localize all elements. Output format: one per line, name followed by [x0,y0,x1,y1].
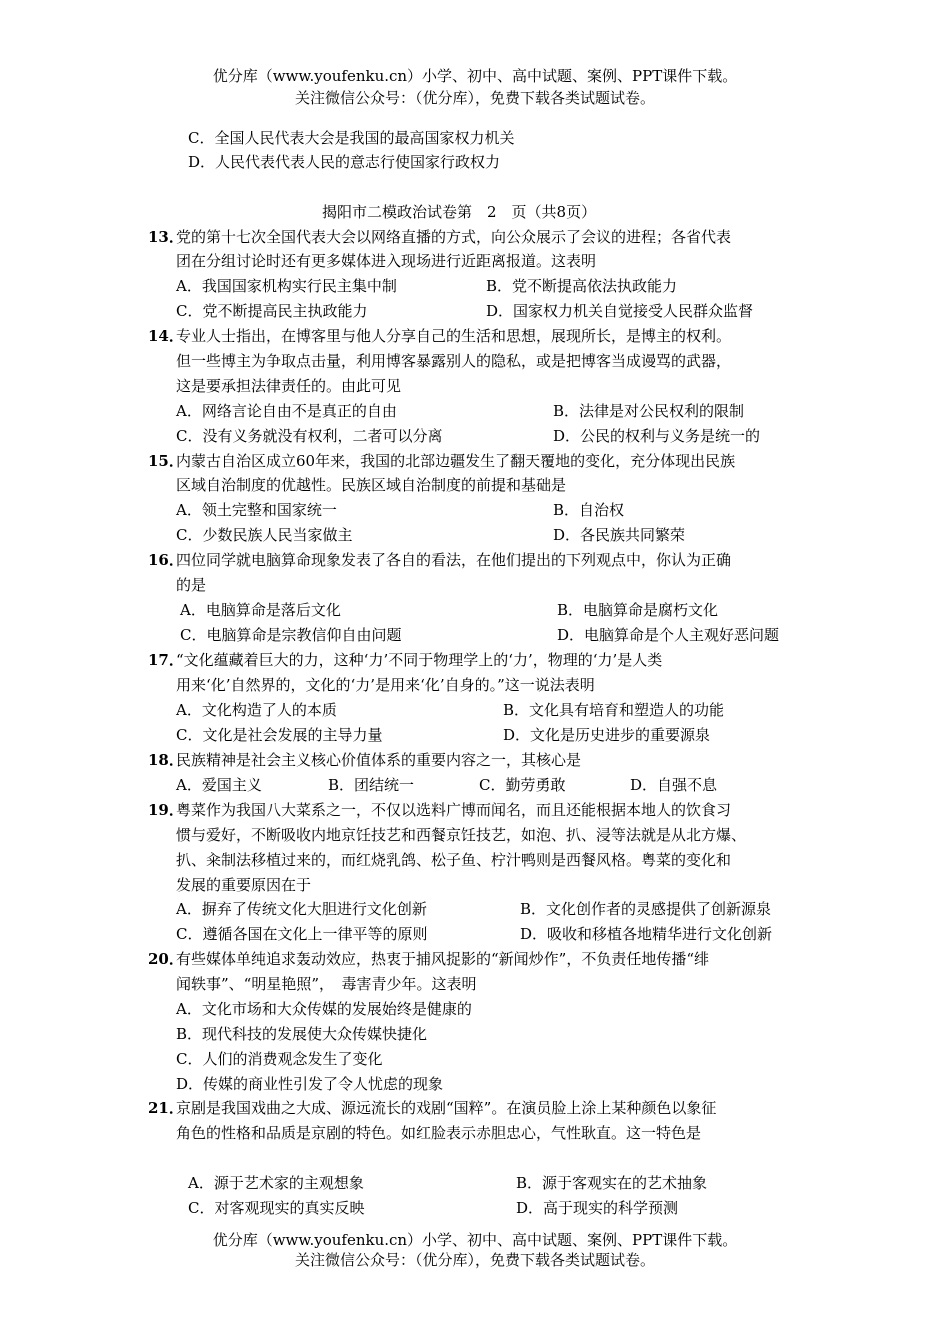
question-text: 四位同学就电脑算命现象发表了各自的看法，在他们提出的下列观点中，你认为正确 [176,551,732,569]
question-text: 京剧是我国戏曲之大成、源远流长的戏剧“国粹”。在演员脸上涂上某种颜色以象征 [176,1099,717,1117]
option-a: A．我国国家机构实行民主集中制 [176,277,397,295]
option-c: C．遵循各国在文化上一律平等的原则 [176,925,428,943]
question-number: 18． [148,751,184,769]
option-c: C．人们的消费观念发生了变化 [176,1050,383,1068]
question-text: 区域自治制度的优越性。民族区域自治制度的前提和基础是 [176,476,567,494]
prev-option-d: D．人民代表代表人民的意志行使国家行政权力 [188,153,501,171]
question-number: 13． [148,228,184,246]
question-text: 闻轶事”、“明星艳照”， 毒害青少年。这表明 [176,975,477,993]
question-text: 内蒙古自治区成立60年来，我国的北部边疆发生了翻天覆地的变化，充分体现出民族 [176,452,736,470]
option-b: B．团结统一 [328,776,415,794]
option-d: D．传媒的商业性引发了令人忧虑的现象 [176,1075,444,1093]
question-text: 但一些博主为争取点击量，利用博客暴露别人的隐私，或是把博客当成谩骂的武器， [176,352,732,370]
question-text: 发展的重要原因在于 [176,876,312,894]
question-number: 14． [148,327,184,345]
option-d: D．国家权力机关自觉接受人民群众监督 [486,302,754,320]
prev-option-c: C．全国人民代表大会是我国的最高国家权力机关 [188,129,515,147]
option-d: D．各民族共同繁荣 [553,526,686,544]
question-text: 党的第十七次全国代表大会以网络直播的方式，向公众展示了会议的进程；各省代表 [176,228,732,246]
header-line-1: 优分库（www.youfenku.cn）小学、初中、高中试题、案例、PPT课件下载。 [212,67,738,85]
question-text: “文化蕴藏着巨大的力，这种‘力’不同于物理学上的‘力’，物理的‘力’是人类 [176,651,663,669]
option-d: D．公民的权利与义务是统一的 [553,427,761,445]
option-c: C．没有义务就没有权利，二者可以分离 [176,427,443,445]
question-text: 粤菜作为我国八大菜系之一，不仅以选料广博而闻名，而且还能根据本地人的饮食习 [176,801,732,819]
question-text: 用来‘化’自然界的，文化的‘力’是用来‘化’自身的。”这一说法表明 [176,676,595,694]
question-text: 团在分组讨论时还有更多媒体进入现场进行近距离报道。这表明 [176,252,597,270]
question-text: 惯与爱好，不断吸收内地京饪技艺和西餐京饪技艺，如泡、扒、浸等法就是从北方爆、 [176,826,747,844]
question-number: 16． [148,551,184,569]
option-c: C．对客观现实的真实反映 [188,1199,365,1217]
question-number: 20． [148,950,184,968]
option-b: B．党不断提高依法执政能力 [486,277,678,295]
header-line-2: 关注微信公众号：（优分库），免费下载各类试题试卷。 [294,89,655,107]
question-text: 专业人士指出，在博客里与他人分享自己的生活和思想，展现所长，是博主的权利。 [176,327,732,345]
option-d: D．吸收和移植各地精华进行文化创新 [520,925,773,943]
option-b: B．现代科技的发展使大众传媒快捷化 [176,1025,428,1043]
option-d: D．电脑算命是个人主观好恶问题 [557,626,780,644]
footer-line-1: 优分库（www.youfenku.cn）小学、初中、高中试题、案例、PPT课件下载。 [212,1231,738,1249]
option-c: C．少数民族人民当家做主 [176,526,353,544]
question-text: 有些媒体单纯追求轰动效应，热衷于捕风捉影的“新闻炒作”，不负责任地传播“绯 [176,950,710,968]
option-b: B．法律是对公民权利的限制 [553,402,745,420]
option-c: C．勤劳勇敢 [479,776,566,794]
option-a: A．文化市场和大众传媒的发展始终是健康的 [176,1000,472,1018]
question-number: 21． [148,1099,184,1117]
option-a: A．爱国主义 [176,776,262,794]
question-number: 17． [148,651,184,669]
option-d: D．文化是历史进步的重要源泉 [503,726,711,744]
option-c: C．电脑算命是宗教信仰自由问题 [180,626,402,644]
option-c: C．文化是社会发展的主导力量 [176,726,383,744]
question-number: 15． [148,452,184,470]
question-number: 19． [148,801,184,819]
question-text: 民族精神是社会主义核心价值体系的重要内容之一，其核心是 [176,751,582,769]
option-d: D．自强不息 [630,776,718,794]
option-b: B．源于客观实在的艺术抽象 [516,1174,708,1192]
question-text: 这是要承担法律责任的。由此可见 [176,377,402,395]
option-d: D．高于现实的科学预测 [516,1199,679,1217]
question-text: 扒、籴制法移植过来的，而红烧乳鸽、松子鱼、柠汁鸭则是西餐风格。粤菜的变化和 [176,851,732,869]
option-a: A．源于艺术家的主观想象 [188,1174,364,1192]
option-c: C．党不断提高民主执政能力 [176,302,368,320]
option-b: B．文化创作者的灵感提供了创新源泉 [520,900,772,918]
option-a: A．网络言论自由不是真正的自由 [176,402,397,420]
option-a: A．摒弃了传统文化大胆进行文化创新 [176,900,427,918]
option-b: B．文化具有培育和塑造人的功能 [503,701,725,719]
option-a: A．电脑算命是落后文化 [180,601,341,619]
question-text: 的是 [176,576,207,594]
footer-line-2: 关注微信公众号：（优分库），免费下载各类试题试卷。 [294,1251,655,1269]
option-b: B．自治权 [553,501,625,519]
question-text: 角色的性格和品质是京剧的特色。如红脸表示赤胆忠心，气性耿直。这一特色是 [176,1124,702,1142]
page-label: 揭阳市二模政治试卷第 2 页（共8页） [322,203,597,221]
option-a: A．文化构造了人的本质 [176,701,337,719]
option-b: B．电脑算命是腐朽文化 [557,601,719,619]
option-a: A．领土完整和国家统一 [176,501,337,519]
